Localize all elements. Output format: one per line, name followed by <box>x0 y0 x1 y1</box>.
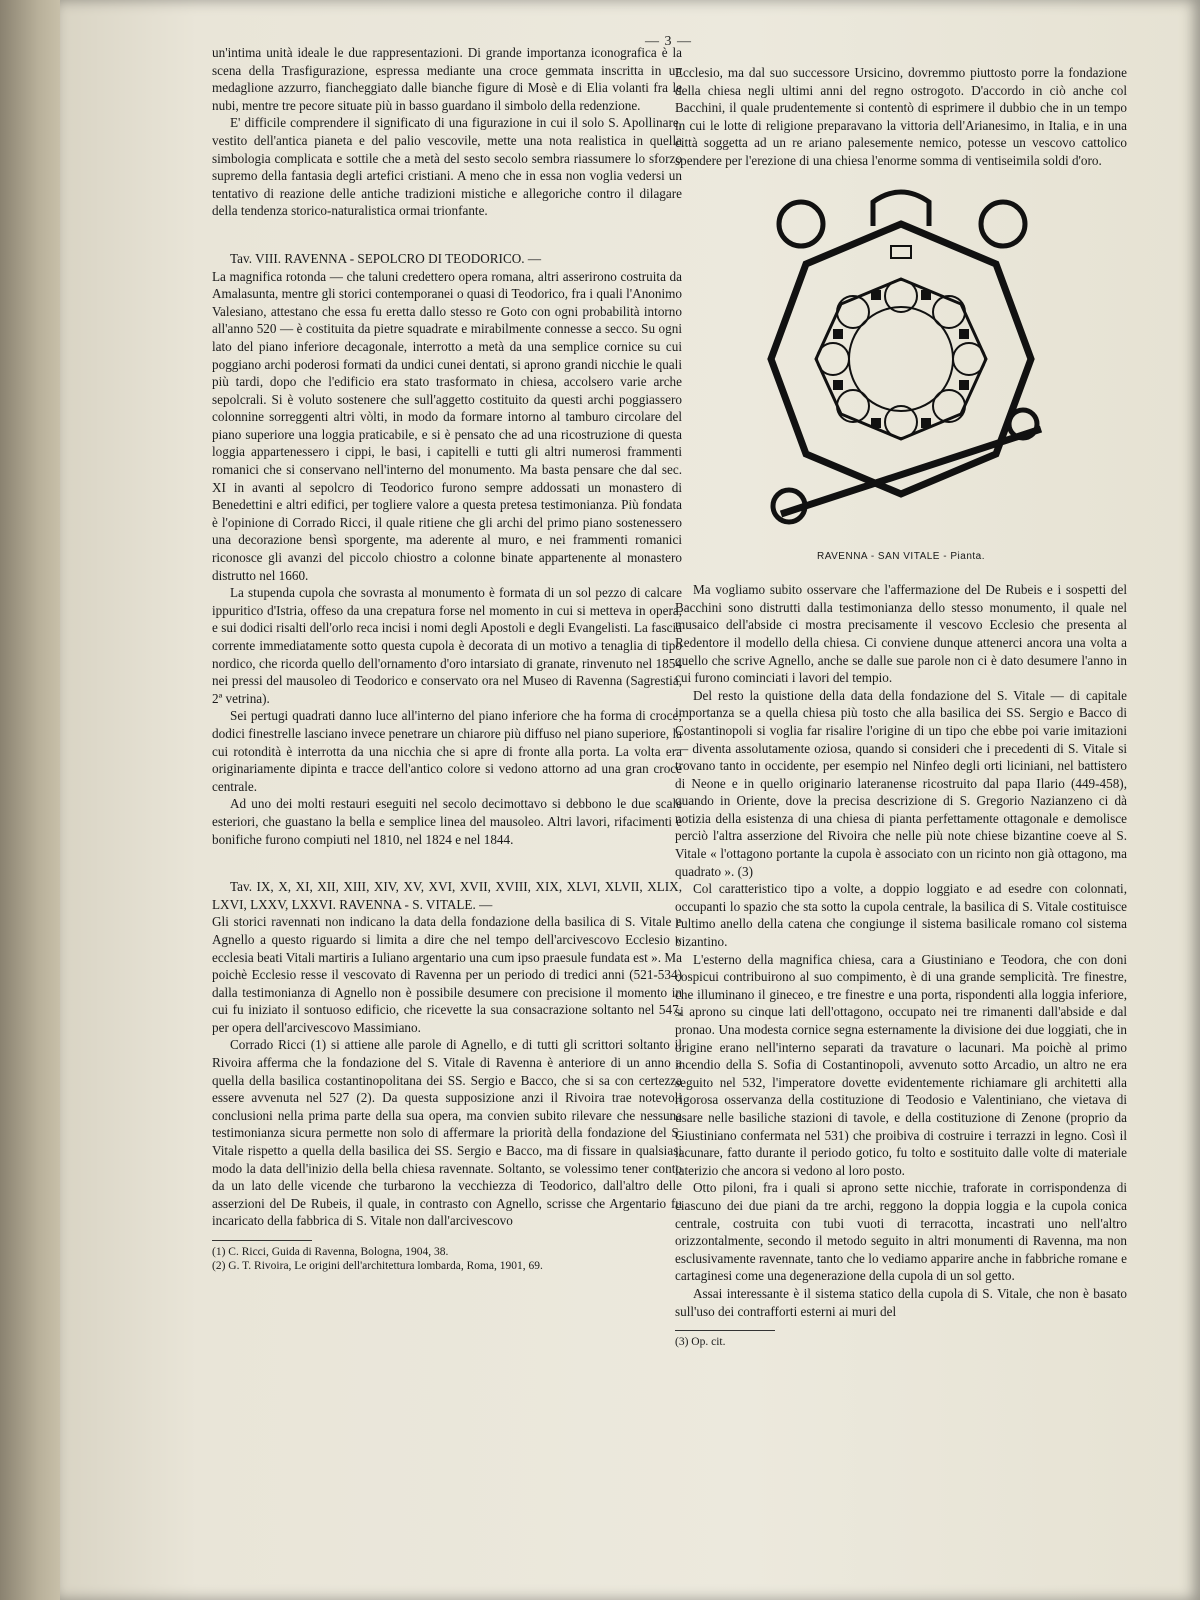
section-heading-san-vitale: Tav. IX, X, XI, XII, XIII, XIV, XV, XVI, XVII, XVIII, XIX, XLVI, XLVII, XLIX, LXVI, LXXV, LXXVI. RAVENNA - S. VITALE. — <box>212 879 682 912</box>
paragraph: un'intima unità ideale le due rappresentazioni. Di grande importanza iconografica è la scena della Trasfigurazione, espressa mediante una croce gemmata inscritta in un medaglione azzurro, fiancheggiato dalle bianche figure di Mosè e di Elia volanti fra le nubi, mentre tre pecore situate più in basso guardano il simbolo della redenzione. <box>212 45 682 113</box>
paragraph: Ecclesio, ma dal suo successore Ursicino, dovremmo piuttosto porre la fondazione della chiesa negli ultimi anni del regno ostrogoto. D'accordo in ciò anche col Bacchini, il quale prudentemente si contentò di esprimere il dubbio che in un tempo in cui le lotte di religione preparavano la vittoria dell'Arianesimo, in Italia, e in una città soggetta ad un re ariano palesemente nemico, potesse un vescovo cattolico spendere per l'erezione di una chiesa l'enorme somma di ventiseimila soldi d'oro. <box>675 65 1127 168</box>
page-number: — 3 — <box>645 34 692 49</box>
paragraph: Ma vogliamo subito osservare che l'affermazione del De Rubeis e i sospetti del Bacchini sono distrutti dalla testimonianza dello stesso monumento, il quale nel musaico dell'abside ci mostra precisamente il vescovo Ecclesio che presenta al Redentore il modello della chiesa. Ci conviene dunque attenerci ancora una volta a quello che scrive Agnello, anche se dalle sue parole non ci è dato desumere l'anno in cui furono cominciati i lavori del tempio. <box>675 582 1127 686</box>
footnote-1: (1) C. Ricci, Guida di Ravenna, Bologna, 1904, 38. <box>212 1246 449 1258</box>
paragraph: Del resto la quistione della data della fondazione del S. Vitale — di capitale importanza se a quella chiesa più tosto che alla basilica dei SS. Sergio e Bacco di Costantinopoli si voglia far risalire l'origine di un tipo che ebbe poi varie imitazioni — diventa assolutamente oziosa, quando si consideri che i precedenti di S. Vitale si trovano tanto in occidente, per esempio nel Ninfeo degli orti liciniani, nel battistero di Neone e in quello originario lateranense ricostruito dal papa Ilario (449-458), quando in Oriente, dove la precisa descrizione di S. Gregorio Nazianzeno ci dà notizia della esistenza di una chiesa di pianta perfettamente ottagonale e demolisce perciò l'altra asserzione del Rivoira che nelle più note chiese bizantine coeve al S. Vitale « l'ottagono portante la cupola è associato con un ricinto non già ottagono, ma quadrato ». (3) <box>675 687 1127 879</box>
paragraph: La magnifica rotonda — che taluni credettero opera romana, altri asserirono costruita da Amalasunta, mentre gli storici contemporanei o quasi di Teodorico, fra i quali l'Anonimo Valesiano, attestano che essa fu eretta dallo stesso re Goto con ogni probabilità intorno all'anno 520 — è costituita da pietre squadrate e mirabilmente connesse a secco. Su ogni lato del piano inferiore decagonale, interrotto a metà da una semplice cornice su cui poggiano archi poderosi formati da undici cunei dentati, si aprono grandi nicchie le quali più tardi, dopo che l'edificio era stato trasformato in chiesa, accolsero varie arche sepolcrali. Si è voluto sostenere che sull'aggetto costituito da questi archi poggiassero colonnine sorreggenti altri vòlti, in modo da formare intorno al tamburo circolare del piano superiore una loggia praticabile, e si è pensato che ad una ricostruzione di questa loggia appartenessero i cippi, le basi, i capitelli e tutti gli altri numerosi frammenti romanici che si conservano nell'interno del monumento. Ma basta pensare che dal sec. XI in avanti al sepolcro di Teodorico furono sempre addossati un monastero di Benedettini e altri edifici, per togliere valore a questa pretesa testimonianza. Più fondata è l'opinione di Corrado Ricci, il quale ritiene che gli archi del primo piano sostenessero una decorazione bensì sporgente, ma aderente al muro, e nei frammenti romanici riconosce gli avanzi del piccolo chiostro a colonne binate appartenente al monastero distrutto nel 1660. <box>212 268 682 583</box>
book-page <box>60 0 1200 1600</box>
figure-caption: RAVENNA - SAN VITALE - Pianta. <box>816 550 985 562</box>
footnote-2: (2) G. T. Rivoira, Le origini dell'architettura lombarda, Roma, 1901, 69. <box>212 1260 543 1272</box>
footnote-rule <box>212 1240 312 1241</box>
left-column <box>212 44 682 1273</box>
footnotes <box>212 1245 682 1273</box>
right-column <box>675 64 1127 1349</box>
paragraph: La stupenda cupola che sovrasta al monumento è formata di un sol pezzo di calcare ippuritico d'Istria, offeso da una crepatura forse nel momento in cui si metteva in opera, e sui dodici risalti dell'orlo reca incisi i nomi degli Apostoli e degli Evangelisti. La fascia corrente immediatamente sotto questa cupola è decorata di un motivo a tenaglia di tipo nordico, che ricorda quello dell'ornamento d'oro intarsiato di granate, rinvenuto nel 1854 nei pressi del mausoleo di Teodorico e conservato ora nel Museo di Ravenna (Sagrestia, 2ª vetrina). <box>212 585 682 706</box>
paragraph: E' difficile comprendere il significato di una figurazione in cui il solo S. Apollinare, vestito dell'antica pianeta e del palio vescovile, mette una nota realistica in quella simbologia complicata e sottile che a metà del sesto secolo sembra riassumere lo sforzo supremo della fantasia degli artefici cristiani. A meno che in essa non voglia vedersi un tentativo di reazione delle antiche tradizioni mistiche e allegoriche contro il dilagare della tendenza storico-naturalistica ormai trionfante. <box>212 115 682 219</box>
paragraph: Col caratteristico tipo a volte, a doppio loggiato e ad esedre con colonnati, occupanti lo spazio che sta sotto la cupola centrale, la basilica di S. Vitale costituisce l'ultimo anello della catena che congiunge il sistema basilicale romano col sistema bizantino. <box>675 881 1127 950</box>
paragraph: Corrado Ricci (1) si attiene alle parole di Agnello, e di tutti gli scrittori soltanto il Rivoira afferma che la fondazione del S. Vitale di Ravenna è anteriore di un anno a quella della basilica costantinopolitana dei SS. Sergio e Bacco, che si sa con certezza essere avvenuta nel 527 (2). Da questa supposizione anzi il Rivoira trae notevoli conclusioni nella prima parte della sua opera, ma convien subito rilevare che nessuna testimonianza sicura permette non solo di affermare la priorità della fondazione del S. Vitale rispetto a quella della basilica dei SS. Sergio e Bacco, ma di fissare in qualsiasi modo la data dell'inizio della bella chiesa ravennate. Soltanto, se volessimo tener conto da un lato delle vicende che turbarono la vecchiezza di Teodorico, dall'altro delle asserzioni del De Rubeis, il quale, in contrasto con Agnello, scrisse che Argentario fu incaricato della fabbrica di S. Vitale non dall'arcivescovo <box>212 1037 682 1229</box>
san-vitale-floor-plan-figure <box>741 184 1061 544</box>
paragraph: Ad uno dei molti restauri eseguiti nel secolo decimottavo si debbono le due scale esteriori, che guastano la bella e semplice linea del mausoleo. Altri lavori, rifacimenti e bonifiche furono compiuti nel 1810, nel 1824 e nel 1844. <box>212 796 682 847</box>
paragraph: L'esterno della magnifica chiesa, cara a Giustiniano e Teodora, che con doni cospicui contribuirono al suo compimento, è di una grande semplicità. Tre finestre, che illuminano il gineceo, e tre finestre e una porta, rispondenti alla loggia inferiore, si aprono su cinque lati dell'ottagono, occupato nei tre rimanenti dall'abside e dal pronao. Una modesta cornice segna esternamente la divisione dei due loggiati, che in origine erano nell'interno separati da travature o lacunari. Ma poichè al primo incendio della S. Sofia di Costantinopoli, avvenuto sotto Arcadio, un altro ne era seguito nel 532, l'imperatore dovette evidentemente richiamare gli architetti alla rigorosa osservanza della costituzione di Teodosio e Valentiniano, che vietava di usare nelle basiliche stazioni di tavole, e della costituzione di Zenone (proprio da Giustiniano confermata nel 531) che proibiva di costruire i terrazzi in legno. Così il lacunare, fatto durante il periodo gotico, fu tolto e sostituito dalle volte di materiale laterizio che ancora si vedono al loro posto. <box>675 951 1127 1178</box>
paragraph: Otto piloni, fra i quali si aprono sette nicchie, traforate in corrispondenza di ciascuno dei due piani da tre archi, reggono la doppia loggia e la cupola conica centrale, costruita con tubi vuoti di terracotta, incastrati uno nell'altro orizzontalmente, secondo il metodo seguito in altri monumenti di Ravenna, ma non esclusivamente ravennate, tanto che lo vediamo apparire anche in fabbriche romane e cartaginesi come una degenerazione della cupola di un sol getto. <box>675 1180 1127 1284</box>
paragraph: Gli storici ravennati non indicano la data della fondazione della basilica di S. Vitale e Agnello a questo riguardo si limita a dire che nel tempo dell'arcivescovo Ecclesio « ecclesia beati Vitali martiris a Iuliano argentario una cum ipso praesule fundata est ». Ma poichè Ecclesio resse il vescovato di Ravenna per un periodo di tredici anni (521-534) dalla testimonianza di Agnello non è possibile desumere con precisione il momento in cui fu iniziato il sontuoso edificio, che ricevette la sua consacrazione soltanto nel 547, per opera dell'arcivescovo Massimiano. <box>212 914 682 1035</box>
footnotes <box>675 1335 1127 1349</box>
footnote-rule <box>675 1330 775 1331</box>
section-heading-teodorico: Tav. VIII. RAVENNA - SEPOLCRO DI TEODORICO. — <box>230 250 542 266</box>
paragraph: Assai interessante è il sistema statico della cupola di S. Vitale, che non è basato sull'uso dei contrafforti esterni ai muri del <box>675 1285 1127 1319</box>
paragraph: Sei pertugi quadrati danno luce all'interno del piano inferiore che ha forma di croce; dodici finestrelle lasciano invece penetrare un chiarore più diffuso nel piano superiore, la cui rotondità è interrotta da una nicchia che si apre di fronte alla porta. La volta era originariamente dipinta e tracce dell'antico colore si vedono attorno ad una gran croce centrale. <box>212 708 682 794</box>
footnote-3: (3) Op. cit. <box>675 1336 726 1349</box>
